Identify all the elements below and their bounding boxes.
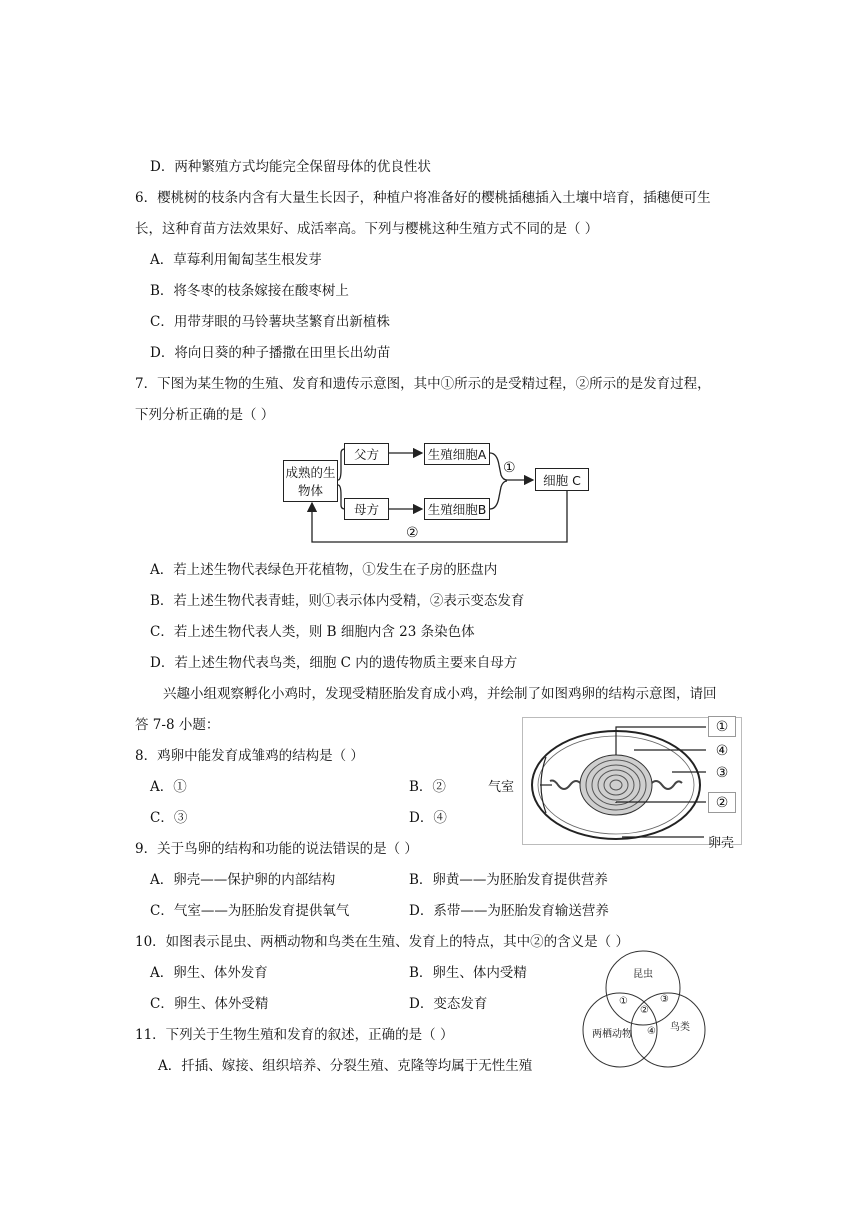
egg-label-1: ① (708, 716, 736, 737)
q9-option-a: A．卵壳——保护卵的内部结构 (150, 872, 336, 888)
q9-option-c: C．气室——为胚胎发育提供氧气 (150, 903, 350, 919)
q7-option-c: C．若上述生物代表人类，则 B 细胞内含 23 条染色体 (150, 624, 475, 640)
venn-amphibian-label: 两栖动物 (592, 1029, 632, 1040)
q7-stem-line2: 下列分析正确的是（ ） (135, 407, 275, 423)
q10-option-d: D．变态发育 (409, 996, 488, 1012)
q8-option-b: B．② (409, 779, 446, 795)
egg-label-2: ② (708, 792, 736, 813)
q6-option-c: C．用带芽眼的马铃薯块茎繁育出新植株 (150, 314, 390, 330)
q7-option-b: B．若上述生物代表青蛙，则①表示体内受精，②表示变态发育 (150, 593, 525, 609)
venn-region-3: ③ (660, 994, 669, 1005)
q10-option-c: C．卵生、体外受精 (150, 996, 269, 1012)
q6-option-a: A．草莓利用匍匐茎生根发芽 (150, 252, 322, 268)
egg-label-3: ③ (708, 762, 736, 783)
germ-cell-b-box: 生殖细胞B (424, 498, 490, 520)
q10-option-a: A．卵生、体外发育 (150, 965, 268, 981)
q9-option-d: D．系带——为胚胎发育输送营养 (409, 903, 609, 919)
q11-option-a: A．扦插、嫁接、组织培养、分裂生殖、克隆等均属于无性生殖 (158, 1058, 533, 1074)
venn-insect-label: 昆虫 (633, 969, 653, 980)
q7-option-d: D．若上述生物代表鸟类，细胞 C 内的遗传物质主要来自母方 (150, 655, 518, 671)
q8-stem: 8．鸡卵中能发育成雏鸡的结构是（ ） (135, 748, 364, 764)
cell-c-box: 细胞 C (535, 468, 589, 491)
q6-stem-line1: 6．樱桃树的枝条内含有大量生长因子，种植户将准备好的樱桃插穗插入土壤中培育，插穗便可生 (135, 190, 711, 206)
venn-region-4: ④ (647, 1026, 656, 1037)
q8-option-d: D．④ (409, 810, 447, 826)
development-mark: ② (406, 525, 419, 541)
q9-option-b: B．卵黄——为胚胎发育提供营养 (409, 872, 608, 888)
q7-option-a: A．若上述生物代表绿色开花植物，①发生在子房的胚盘内 (150, 562, 498, 578)
father-box: 父方 (344, 443, 389, 465)
mother-box: 母方 (344, 498, 389, 520)
egg-label-4: ④ (708, 740, 736, 761)
q5-option-d: D．两种繁殖方式均能完全保留母体的优良性状 (150, 159, 431, 175)
q7-stem-line1: 7．下图为某生物的生殖、发育和遗传示意图，其中①所示的是受精过程，②所示的是发育过程， (135, 376, 711, 392)
q8-option-c: C．③ (150, 810, 188, 826)
q9-stem: 9．关于鸟卵的结构和功能的说法错误的是（ ） (135, 841, 418, 857)
q6-option-d: D．将向日葵的种子播撒在田里长出幼苗 (150, 345, 391, 361)
q6-stem-line2: 长，这种育苗方法效果好、成活率高。下列与樱桃这种生殖方式不同的是（ ） (135, 221, 599, 237)
fertilization-mark: ① (503, 460, 516, 476)
q10-stem: 10．如图表示昆虫、两栖动物和鸟类在生殖、发育上的特点，其中②的含义是（ ） (135, 934, 629, 950)
air-chamber-label: 气室 (488, 780, 515, 795)
q10-option-b: B．卵生、体内受精 (409, 965, 527, 981)
germ-cell-a-box: 生殖细胞A (424, 443, 490, 465)
organism-box: 成熟的生物体 (283, 460, 338, 502)
q11-stem: 11．下列关于生物生殖和发育的叙述，正确的是（ ） (135, 1027, 454, 1043)
venn-region-1: ① (619, 996, 628, 1007)
intro-line1: 兴趣小组观察孵化小鸡时，发现受精胚胎发育成小鸡，并绘制了如图鸡卵的结构示意图，请回 (163, 686, 717, 702)
venn-bird-label: 鸟类 (670, 1022, 690, 1033)
q6-option-b: B．将冬枣的枝条嫁接在酸枣树上 (150, 283, 349, 299)
intro-line2: 答 7-8 小题： (135, 717, 220, 733)
q8-option-a: A．① (150, 779, 187, 795)
eggshell-label: 卵壳 (708, 836, 735, 851)
venn-region-2: ② (640, 1005, 649, 1016)
